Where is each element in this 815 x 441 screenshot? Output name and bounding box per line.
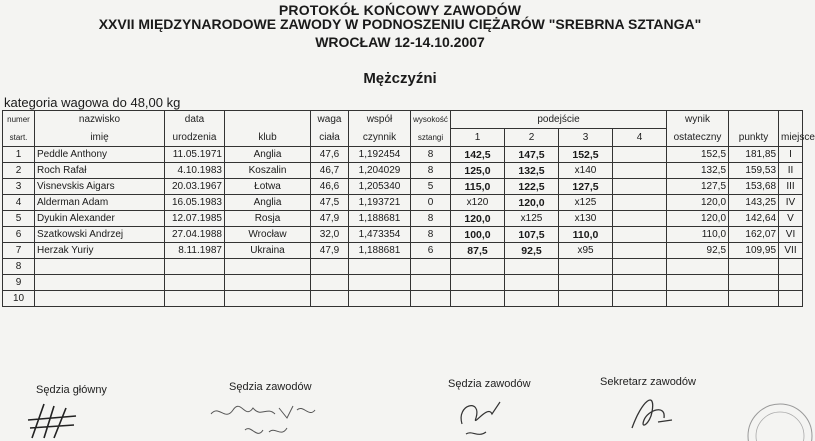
cell-place: IV <box>779 195 803 211</box>
cell-result: 120,0 <box>667 195 729 211</box>
cell-attempt-3: x125 <box>559 195 613 211</box>
cell-result: 132,5 <box>667 163 729 179</box>
cell-attempt-2: 132,5 <box>505 163 559 179</box>
cell-name: Dyukin Alexander <box>35 211 165 227</box>
cell-attempt-3: x130 <box>559 211 613 227</box>
cell-attempt-2 <box>505 259 559 275</box>
col-podejscie: podejście <box>451 111 667 129</box>
cell-attempt-2: 122,5 <box>505 179 559 195</box>
cell-name: Herzak Yuriy <box>35 243 165 259</box>
cell-points: 153,68 <box>729 179 779 195</box>
cell-birthdate: 27.04.1988 <box>165 227 225 243</box>
cell-attempt-2: 147,5 <box>505 147 559 163</box>
cell-coefficient <box>349 259 411 275</box>
cell-name <box>35 291 165 307</box>
cell-club <box>225 259 311 275</box>
col-punkty-top <box>729 111 779 129</box>
cell-attempt-2: 92,5 <box>505 243 559 259</box>
cell-attempt-1: 100,0 <box>451 227 505 243</box>
cell-club: Anglia <box>225 195 311 211</box>
cell-result: 92,5 <box>667 243 729 259</box>
col-klub: klub <box>225 129 311 147</box>
cell-attempt-4 <box>613 243 667 259</box>
cell-place: V <box>779 211 803 227</box>
cell-points <box>729 275 779 291</box>
col-miejsce-top <box>779 111 803 129</box>
cell-coefficient: 1,204029 <box>349 163 411 179</box>
cell-place <box>779 259 803 275</box>
cell-attempt-1 <box>451 291 505 307</box>
cell-club: Koszalin <box>225 163 311 179</box>
cell-attempt-3 <box>559 275 613 291</box>
cell-attempt-3: 152,5 <box>559 147 613 163</box>
cell-attempt-1: 125,0 <box>451 163 505 179</box>
cell-points <box>729 291 779 307</box>
cell-attempt-4 <box>613 275 667 291</box>
signature-label-secretary: Sekretarz zawodów <box>600 376 696 388</box>
cell-attempt-1: 87,5 <box>451 243 505 259</box>
col-start: start. <box>3 129 35 147</box>
cell-attempt-1: 115,0 <box>451 179 505 195</box>
cell-start-number: 10 <box>3 291 35 307</box>
stamp <box>740 396 800 441</box>
signature-judge-1 <box>205 400 325 441</box>
cell-attempt-3: x95 <box>559 243 613 259</box>
header-row-bottom <box>3 129 803 147</box>
cell-place: II <box>779 163 803 179</box>
cell-name: Alderman Adam <box>35 195 165 211</box>
cell-attempt-1 <box>451 275 505 291</box>
cell-attempt-2: 120,0 <box>505 195 559 211</box>
cell-coefficient: 1,473354 <box>349 227 411 243</box>
cell-attempt-3 <box>559 259 613 275</box>
col-sztangi: sztangi <box>411 129 451 147</box>
cell-start-number: 8 <box>3 259 35 275</box>
cell-start-number: 6 <box>3 227 35 243</box>
cell-start-number: 3 <box>3 179 35 195</box>
cell-body-weight: 32,0 <box>311 227 349 243</box>
cell-bar-height <box>411 259 451 275</box>
table-row <box>3 147 803 163</box>
cell-attempt-1: 142,5 <box>451 147 505 163</box>
cell-place <box>779 275 803 291</box>
cell-place: VI <box>779 227 803 243</box>
cell-points: 109,95 <box>729 243 779 259</box>
col-klub-top <box>225 111 311 129</box>
col-miejsce: miejsce <box>779 129 803 147</box>
table-row <box>3 259 803 275</box>
signature-secretary <box>622 390 682 441</box>
cell-result: 152,5 <box>667 147 729 163</box>
cell-birthdate: 11.05.1971 <box>165 147 225 163</box>
table-row <box>3 291 803 307</box>
table-row <box>3 275 803 291</box>
cell-attempt-3 <box>559 291 613 307</box>
signature-label-head-judge: Sędzia główny <box>36 384 107 396</box>
cell-name: Visnevskis Aigars <box>35 179 165 195</box>
col-attempt-3: 3 <box>559 129 613 147</box>
cell-body-weight: 46,6 <box>311 179 349 195</box>
cell-points <box>729 259 779 275</box>
cell-club: Wrocław <box>225 227 311 243</box>
cell-bar-height: 6 <box>411 243 451 259</box>
cell-attempt-1: 120,0 <box>451 211 505 227</box>
cell-coefficient: 1,193721 <box>349 195 411 211</box>
cell-attempt-3: 127,5 <box>559 179 613 195</box>
cell-start-number: 9 <box>3 275 35 291</box>
cell-body-weight: 47,9 <box>311 243 349 259</box>
cell-start-number: 1 <box>3 147 35 163</box>
cell-birthdate: 16.05.1983 <box>165 195 225 211</box>
cell-bar-height <box>411 291 451 307</box>
cell-attempt-1 <box>451 259 505 275</box>
cell-bar-height: 8 <box>411 163 451 179</box>
cell-body-weight: 47,9 <box>311 211 349 227</box>
cell-coefficient: 1,205340 <box>349 179 411 195</box>
cell-attempt-3: x140 <box>559 163 613 179</box>
cell-body-weight: 46,7 <box>311 163 349 179</box>
col-imie: imię <box>35 129 165 147</box>
cell-bar-height: 8 <box>411 211 451 227</box>
cell-attempt-2: x125 <box>505 211 559 227</box>
cell-body-weight <box>311 259 349 275</box>
competition-name: XXVII MIĘDZYNARODOWE ZAWODY W PODNOSZENIU CIĘŻARÓW "SREBRNA SZTANGA" <box>98 16 702 32</box>
cell-attempt-4 <box>613 227 667 243</box>
cell-club: Anglia <box>225 147 311 163</box>
weight-category: kategoria wagowa do 48,00 kg <box>4 95 181 110</box>
cell-start-number: 7 <box>3 243 35 259</box>
cell-points: 159,53 <box>729 163 779 179</box>
cell-place: I <box>779 147 803 163</box>
cell-name <box>35 259 165 275</box>
results-table <box>2 110 815 307</box>
cell-coefficient: 1,188681 <box>349 211 411 227</box>
cell-birthdate: 12.07.1985 <box>165 211 225 227</box>
cell-attempt-4 <box>613 211 667 227</box>
cell-birthdate: 4.10.1983 <box>165 163 225 179</box>
cell-points: 162,07 <box>729 227 779 243</box>
cell-body-weight: 47,6 <box>311 147 349 163</box>
header-row-top <box>3 111 803 129</box>
cell-club: Rosja <box>225 211 311 227</box>
cell-attempt-2 <box>505 291 559 307</box>
signature-label-judge-1: Sędzia zawodów <box>229 381 312 393</box>
col-ostateczny: ostateczny <box>667 129 729 147</box>
cell-birthdate: 20.03.1967 <box>165 179 225 195</box>
cell-attempt-4 <box>613 147 667 163</box>
table-row <box>3 195 803 211</box>
cell-bar-height: 8 <box>411 227 451 243</box>
signature-head-judge <box>24 398 84 441</box>
col-attempt-2: 2 <box>505 129 559 147</box>
cell-attempt-2: 107,5 <box>505 227 559 243</box>
cell-bar-height: 5 <box>411 179 451 195</box>
cell-club: Łotwa <box>225 179 311 195</box>
cell-birthdate <box>165 291 225 307</box>
cell-name: Peddle Anthony <box>35 147 165 163</box>
cell-bar-height: 8 <box>411 147 451 163</box>
cell-body-weight: 47,5 <box>311 195 349 211</box>
cell-club <box>225 275 311 291</box>
cell-start-number: 4 <box>3 195 35 211</box>
col-wysokosc: wysokość <box>411 111 451 129</box>
col-attempt-1: 1 <box>451 129 505 147</box>
cell-result: 110,0 <box>667 227 729 243</box>
cell-club: Ukraina <box>225 243 311 259</box>
cell-club <box>225 291 311 307</box>
cell-coefficient <box>349 275 411 291</box>
col-numer: numer <box>3 111 35 129</box>
col-wynik: wynik <box>667 111 729 129</box>
section-subtitle: Mężczyźni <box>363 70 437 87</box>
cell-place <box>779 291 803 307</box>
cell-place: III <box>779 179 803 195</box>
cell-bar-height: 0 <box>411 195 451 211</box>
cell-result: 120,0 <box>667 211 729 227</box>
cell-attempt-4 <box>613 163 667 179</box>
col-attempt-4: 4 <box>613 129 667 147</box>
table-row <box>3 163 803 179</box>
col-ciala: ciała <box>311 129 349 147</box>
cell-coefficient <box>349 291 411 307</box>
col-data: data <box>165 111 225 129</box>
cell-birthdate: 8.11.1987 <box>165 243 225 259</box>
cell-body-weight <box>311 275 349 291</box>
competition-place-date: WROCŁAW 12-14.10.2007 <box>315 34 485 50</box>
table-row <box>3 179 803 195</box>
cell-attempt-2 <box>505 275 559 291</box>
cell-attempt-4 <box>613 259 667 275</box>
cell-name: Roch Rafał <box>35 163 165 179</box>
cell-birthdate <box>165 275 225 291</box>
cell-coefficient: 1,188681 <box>349 243 411 259</box>
col-nazwisko: nazwisko <box>35 111 165 129</box>
col-wspol: współ <box>349 111 411 129</box>
cell-attempt-4 <box>613 179 667 195</box>
table-row <box>3 243 803 259</box>
col-czynnik: czynnik <box>349 129 411 147</box>
cell-attempt-3: 110,0 <box>559 227 613 243</box>
cell-name: Szatkowski Andrzej <box>35 227 165 243</box>
cell-birthdate <box>165 259 225 275</box>
cell-place: VII <box>779 243 803 259</box>
cell-points: 181,85 <box>729 147 779 163</box>
cell-attempt-4 <box>613 195 667 211</box>
cell-start-number: 2 <box>3 163 35 179</box>
table-row <box>3 211 803 227</box>
cell-result <box>667 259 729 275</box>
table-row <box>3 227 803 243</box>
cell-points: 142,64 <box>729 211 779 227</box>
cell-attempt-1: x120 <box>451 195 505 211</box>
cell-result <box>667 275 729 291</box>
cell-start-number: 5 <box>3 211 35 227</box>
cell-points: 143,25 <box>729 195 779 211</box>
protocol-title: PROTOKÓŁ KOŃCOWY ZAWODÓW <box>278 2 522 18</box>
cell-result: 127,5 <box>667 179 729 195</box>
signature-label-judge-2: Sędzia zawodów <box>448 378 531 390</box>
cell-attempt-4 <box>613 291 667 307</box>
cell-bar-height <box>411 275 451 291</box>
signature-judge-2 <box>452 394 512 441</box>
cell-name <box>35 275 165 291</box>
cell-body-weight <box>311 291 349 307</box>
cell-coefficient: 1,192454 <box>349 147 411 163</box>
col-waga: waga <box>311 111 349 129</box>
col-urodzenia: urodzenia <box>165 129 225 147</box>
cell-result <box>667 291 729 307</box>
col-punkty: punkty <box>729 129 779 147</box>
